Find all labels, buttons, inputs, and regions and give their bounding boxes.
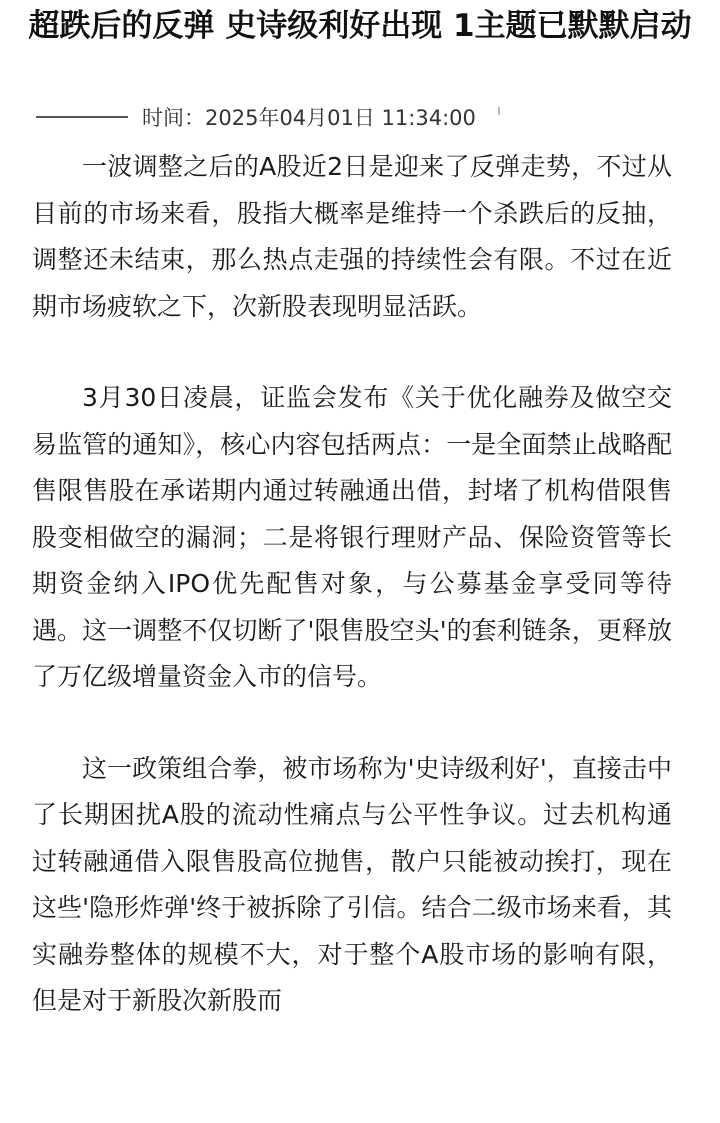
article-title: 超跌后的反弹 史诗级利好出现 1主题已默默启动: [28, 8, 692, 44]
paragraph-3: 这一政策组合拳，被市场称为'史诗级利好'，直接击中了长期困扰A股的流动性痛点与公平性争议。过去机构通过转融通借入限售股高位抛售，散户只能被动挨打，现在这些'隐形炸弹'终于被拆除了引信。结合二级市场来看，其实融券整体的规模不大，对于整个A股市场的影响有限，但是对于新股次新股而: [32, 753, 672, 1015]
meta-tick-mark: [498, 107, 500, 115]
article-body: [32, 144, 672, 1070]
meta-divider-line: [36, 116, 128, 118]
paragraph-1: 一波调整之后的A股近2日是迎来了反弹走势，不过从目前的市场来看，股指大概率是维持一个杀跌后的反抽，调整还未结束，那么热点走强的持续性会有限。不过在近期市场疲软之下，次新股表现明显活跃。: [32, 152, 672, 321]
paragraph-2: 3月30日凌晨，证监会发布《关于优化融券及做空交易监管的通知》，核心内容包括两点：一是全面禁止战略配售限售股在承诺期内通过转融通出借，封堵了机构借限售股变相做空的漏洞；二是将银行理财产品、保险资管等长期资金纳入IPO优先配售对象，与公募基金享受同等待遇。这一调整不仅切断了'限售股空头'的套利链条，更释放了万亿级增量资金入市的信号。: [32, 383, 672, 691]
article-meta: [36, 101, 500, 133]
publish-time: 时间：2025年04月01日 11:34:00: [142, 106, 476, 130]
